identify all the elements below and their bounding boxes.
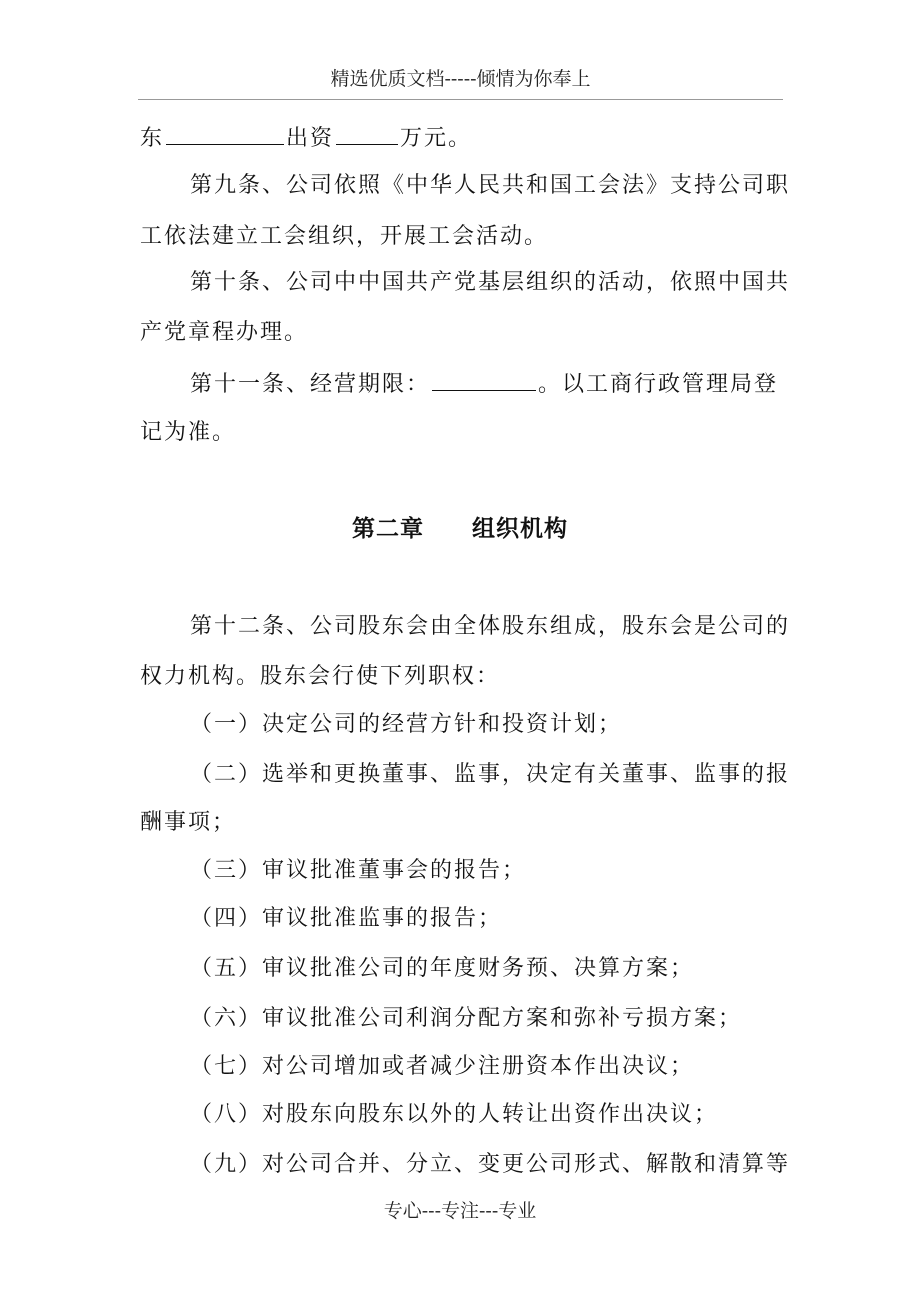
- list-item: （三）审议批准董事会的报告；: [190, 858, 527, 883]
- paragraph-line: 工依法建立工会组织，开展工会活动。: [140, 224, 549, 249]
- paragraph-line: 产党章程办理。: [140, 320, 309, 345]
- paragraph-line: 第十二条、公司股东会由全体股东组成，股东会是公司的: [190, 614, 791, 639]
- blank-field: [166, 122, 284, 145]
- list-item: （九）对公司合并、分立、变更公司形式、解散和清算等: [190, 1152, 791, 1177]
- page-header: 精选优质文档-----倾情为你奉上: [138, 64, 783, 100]
- chapter-number: 第二章: [352, 516, 424, 542]
- paragraph-line: 第十条、公司中中国共产党基层组织的活动，依照中国共: [190, 270, 791, 295]
- text-fragment: 东: [140, 126, 165, 151]
- paragraph-line: 第九条、公司依照《中华人民共和国工会法》支持公司职: [190, 173, 791, 198]
- paragraph-line: 权力机构。股东会行使下列职权：: [140, 664, 501, 689]
- list-item: （一）决定公司的经营方针和投资计划；: [190, 712, 623, 737]
- chapter-heading: [0, 510, 920, 543]
- paragraph-line: [190, 368, 778, 400]
- list-item: （五）审议批准公司的年度财务预、决算方案；: [190, 956, 695, 981]
- list-item: （四）审议批准监事的报告；: [190, 906, 503, 931]
- chapter-title: 组织机构: [472, 516, 568, 542]
- list-item: （六）审议批准公司利润分配方案和弥补亏损方案；: [190, 1006, 743, 1031]
- text-fragment: 第十一条、经营期限：: [190, 372, 431, 397]
- list-item-continuation: 酬事项；: [140, 810, 237, 835]
- text-fragment: 万元。: [400, 126, 473, 151]
- blank-field: [336, 122, 398, 145]
- page-footer: 专心---专注---专业: [383, 1200, 537, 1222]
- blank-field: [432, 368, 536, 391]
- list-item: （二）选举和更换董事、监事，决定有关董事、监事的报: [190, 762, 791, 787]
- list-item: （七）对公司增加或者减少注册资本作出决议；: [190, 1054, 695, 1079]
- text-fragment: 。以工商行政管理局登: [538, 372, 779, 397]
- paragraph-line: [140, 122, 472, 154]
- text-fragment: 出资: [286, 126, 335, 151]
- list-item: （八）对股东向股东以外的人转让出资作出决议；: [190, 1102, 719, 1127]
- paragraph-line: 记为准。: [140, 420, 237, 445]
